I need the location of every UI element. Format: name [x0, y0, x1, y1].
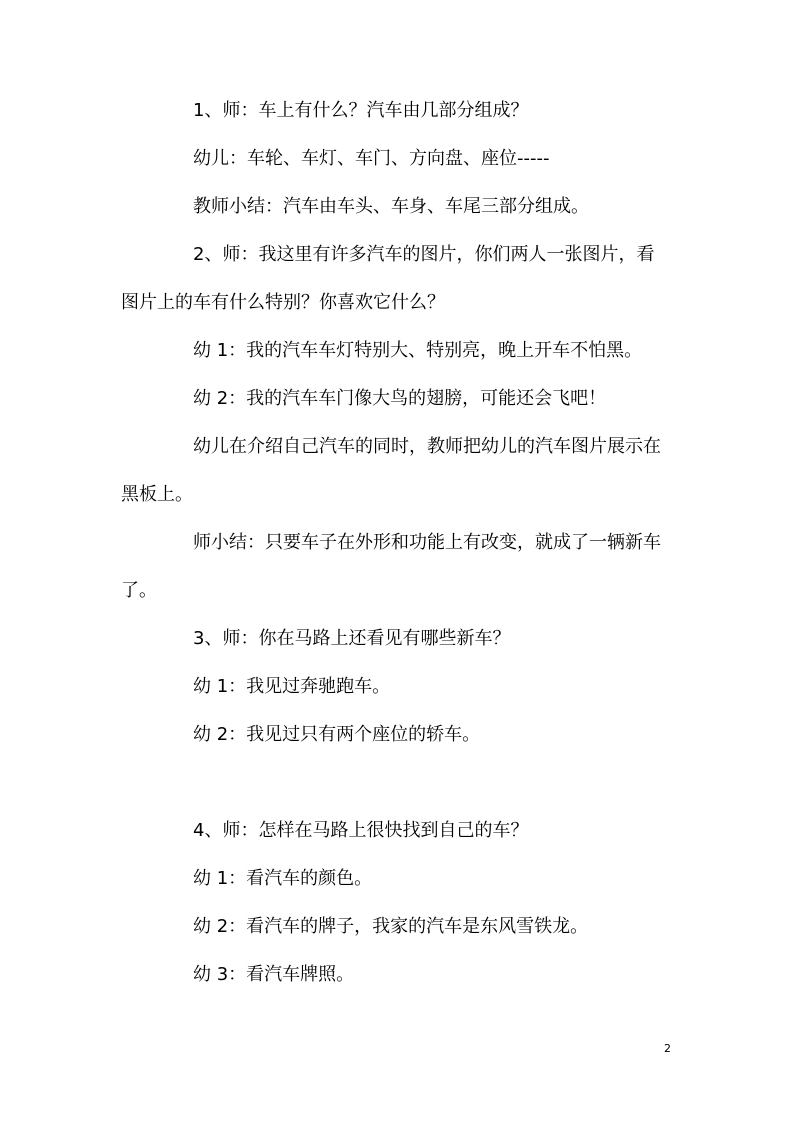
- child-2-answer-line: 幼 2：我的汽车车门像大鸟的翅膀，可能还会飞吧！: [193, 388, 607, 409]
- child-2-answer-3-line: 幼 2：看汽车的牌子，我家的汽车是东风雪铁龙。: [193, 916, 589, 937]
- question-3-line: 3、师：你在马路上还看见有哪些新车？: [193, 628, 511, 649]
- children-answer-line: 幼儿：车轮、车灯、车门、方向盘、座位-----: [193, 148, 550, 169]
- paragraph-continuation-line: 黑板上。: [121, 484, 193, 505]
- child-1-answer-2-line: 幼 1：我见过奔驰跑车。: [193, 676, 391, 697]
- teacher-summary-2-continuation-line: 了。: [121, 580, 157, 601]
- child-1-answer-3-line: 幼 1：看汽车的颜色。: [193, 868, 373, 889]
- question-2-line: 2、师：我这里有许多汽车的图片，你们两人一张图片，看: [193, 244, 655, 265]
- question-1-line: 1、师：车上有什么？汽车由几部分组成？: [193, 100, 529, 121]
- teacher-summary-2-line: 师小结：只要车子在外形和功能上有改变，就成了一辆新车: [193, 532, 661, 553]
- question-2-continuation-line: 图片上的车有什么特别？你喜欢它什么？: [121, 292, 445, 313]
- page-number: 2: [664, 1042, 671, 1055]
- question-4-line: 4、师：怎样在马路上很快找到自己的车？: [193, 820, 529, 841]
- child-3-answer-line: 幼 3：看汽车牌照。: [193, 964, 355, 985]
- paragraph-line: 幼儿在介绍自己汽车的同时，教师把幼儿的汽车图片展示在: [193, 436, 661, 457]
- child-2-answer-2-line: 幼 2：我见过只有两个座位的轿车。: [193, 724, 481, 745]
- teacher-summary-line: 教师小结：汽车由车头、车身、车尾三部分组成。: [193, 196, 589, 217]
- child-1-answer-line: 幼 1：我的汽车车灯特别大、特别亮，晚上开车不怕黑。: [193, 340, 643, 361]
